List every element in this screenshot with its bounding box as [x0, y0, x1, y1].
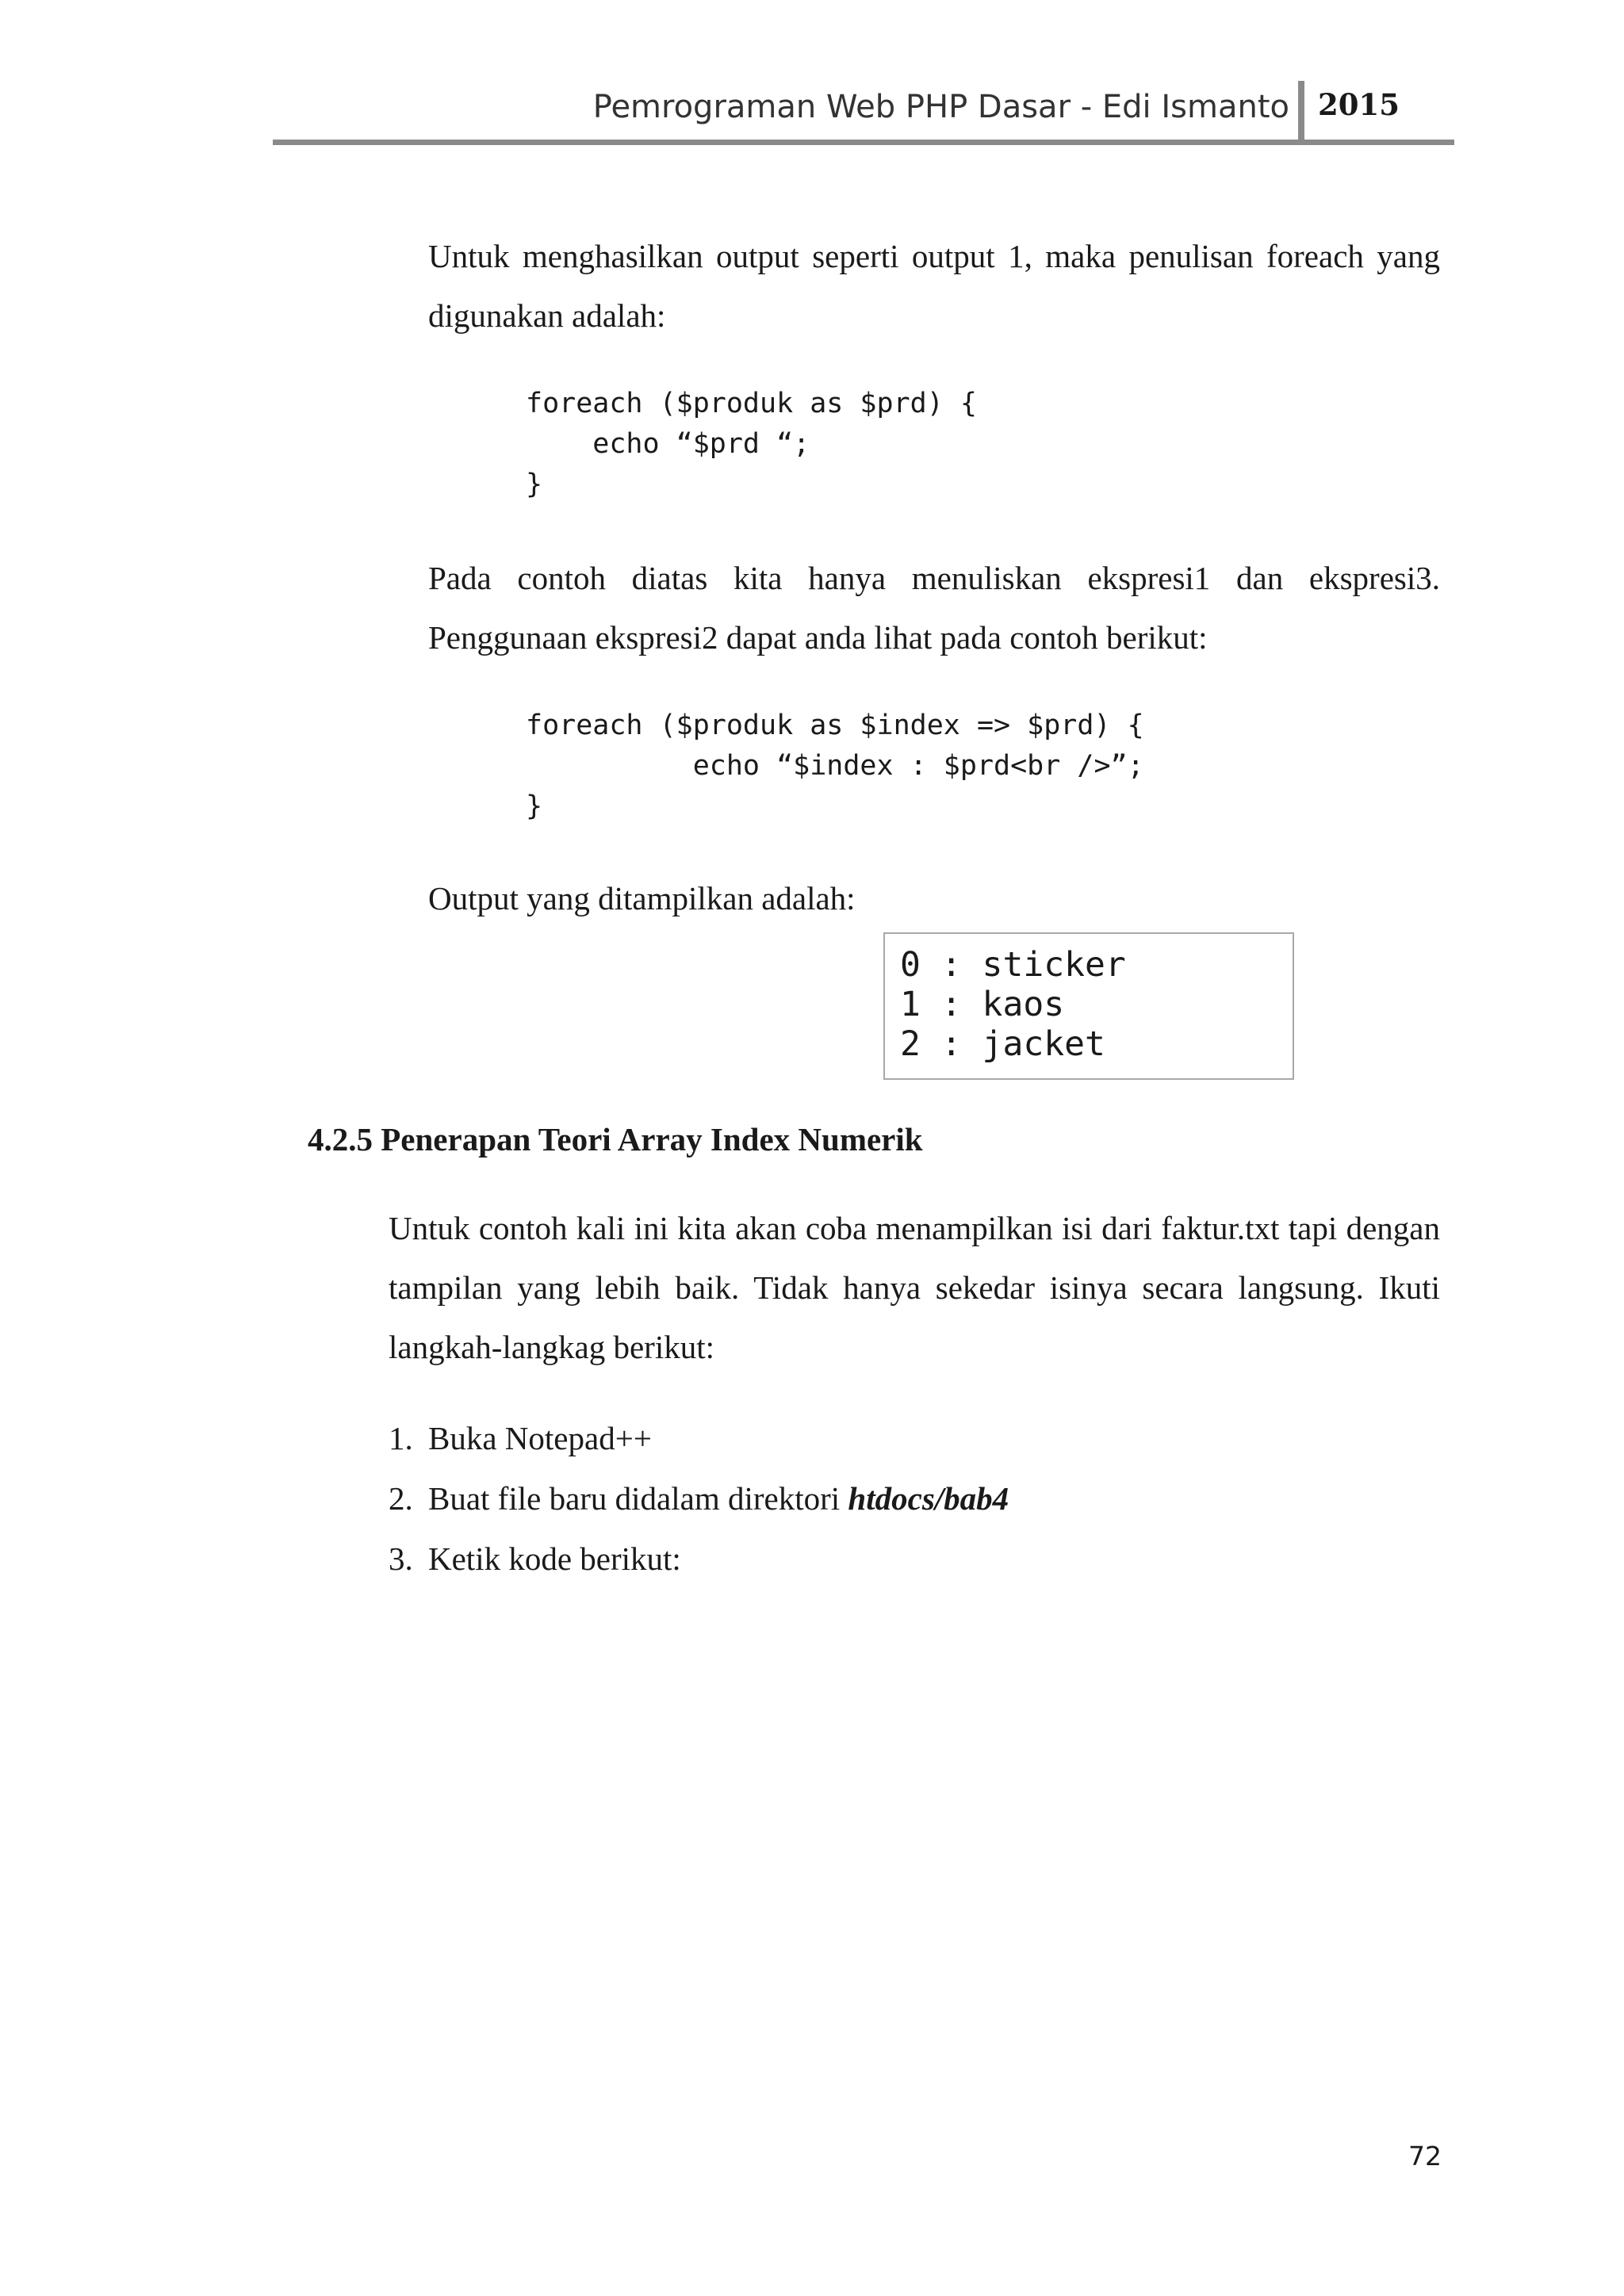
running-header-title: Pemrograman Web PHP Dasar - Edi Ismanto	[592, 89, 1289, 125]
steps-list	[389, 1408, 1009, 1589]
header-rule	[273, 140, 1454, 145]
paragraph-output-label: Output yang ditampilkan adalah:	[428, 880, 856, 916]
list-item	[389, 1529, 1009, 1589]
step-text: Ketik kode berikut:	[428, 1540, 681, 1577]
code-line: }	[526, 469, 543, 500]
paragraph-section-intro	[389, 1199, 1440, 1377]
list-item	[389, 1468, 1009, 1529]
paragraph-line: Untuk menghasilkan output seperti output 1, maka penulisan foreach yang	[428, 238, 1440, 274]
paragraph-line: digunakan adalah:	[428, 297, 666, 334]
step-emphasis: htdocs/bab4	[848, 1480, 1009, 1517]
paragraph-line: langkah-langkag berikut:	[389, 1329, 715, 1365]
section-heading: 4.2.5 Penerapan Teori Array Index Numerik	[308, 1121, 923, 1158]
paragraph-line: Penggunaan ekspresi2 dapat anda lihat pada contoh berikut:	[428, 619, 1208, 656]
step-number: 3.	[389, 1540, 413, 1577]
page-number: 72	[1408, 2141, 1442, 2172]
output-line: 2 : jacket	[900, 1024, 1105, 1064]
paragraph-intro	[428, 227, 1440, 346]
step-number: 2.	[389, 1480, 413, 1517]
step-text: Buka Notepad++	[428, 1420, 652, 1456]
paragraph-line: Untuk contoh kali ini kita akan coba menampilkan isi dari faktur.txt tapi dengan	[389, 1210, 1440, 1246]
code-block-foreach	[526, 384, 977, 505]
output-line: 1 : kaos	[900, 985, 1065, 1024]
output-line: 0 : sticker	[900, 945, 1126, 985]
code-line: foreach ($produk as $prd) {	[526, 388, 977, 419]
running-header-year: 2015	[1318, 87, 1400, 122]
code-block-foreach-index	[526, 706, 1144, 827]
paragraph-line: Pada contoh diatas kita hanya menuliskan ekspresi1 dan ekspresi3.	[428, 560, 1440, 596]
paragraph-line: tampilan yang lebih baik. Tidak hanya sekedar isinya secara langsung. Ikuti	[389, 1269, 1440, 1306]
paragraph-ekspresi	[428, 549, 1440, 668]
header-divider	[1298, 81, 1304, 144]
step-text: Buat file baru didalam direktori	[428, 1480, 848, 1517]
list-item	[389, 1408, 1009, 1468]
code-line: echo “$index : $prd<br />”;	[526, 750, 1144, 782]
code-line: echo “$prd “;	[526, 428, 810, 460]
code-line: foreach ($produk as $index => $prd) {	[526, 710, 1144, 741]
output-box	[883, 932, 1294, 1080]
code-line: }	[526, 790, 543, 822]
step-number: 1.	[389, 1420, 413, 1456]
